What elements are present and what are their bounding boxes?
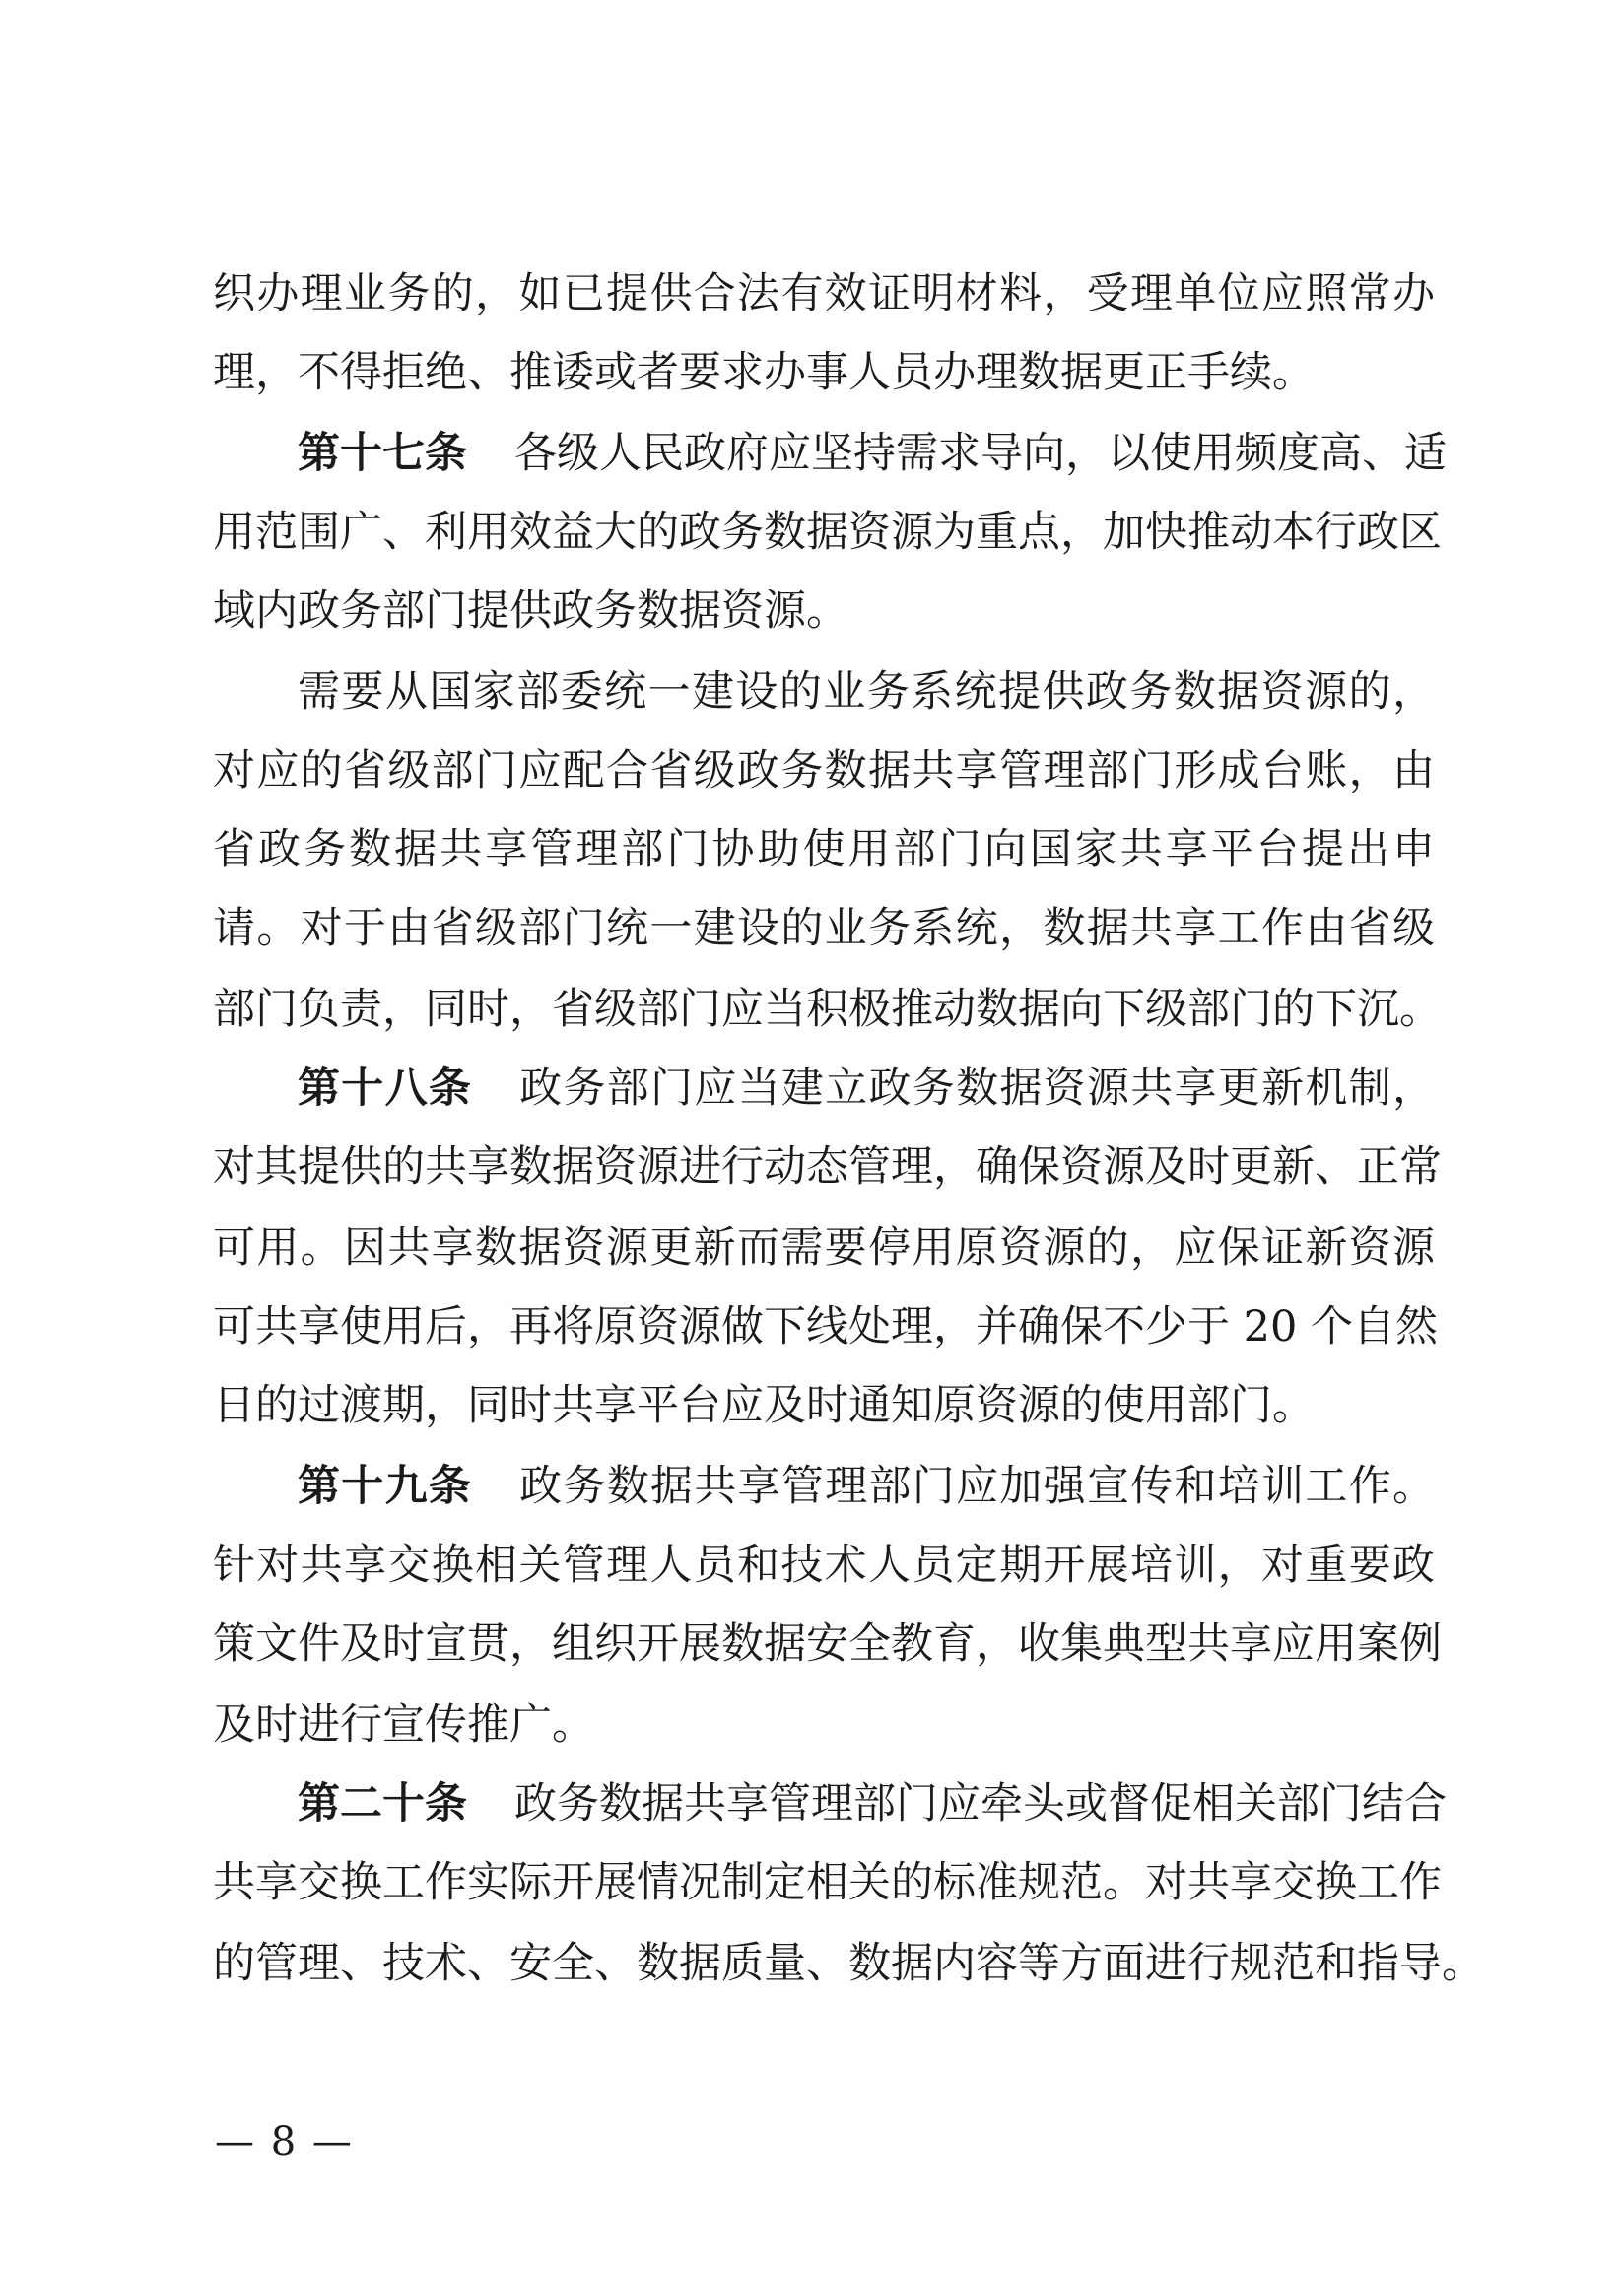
article-number: 第十七条 — [298, 429, 467, 478]
text-line: 政务部门应当建立政务数据资源共享更新机制， — [519, 1064, 1436, 1113]
article-20-first-line — [213, 1772, 1447, 1835]
text-line: 各级人民政府应坚持需求导向，以使用频度高、适 — [514, 429, 1447, 478]
article-19-first-line — [213, 1455, 1435, 1518]
article-number: 第十八条 — [298, 1064, 473, 1113]
text-line: 策文件及时宣贯，组织开展数据安全教育，收集典型共享应用案例 — [213, 1620, 1442, 1669]
text-line: 的管理、技术、安全、数据质量、数据内容等方面进行规范和指导。 — [213, 1939, 1484, 1988]
text-line: 对其提供的共享数据资源进行动态管理，确保资源及时更新、正常 — [213, 1142, 1442, 1192]
text-line: 织办理业务的，如已提供合法有效证明材料，受理单位应照常办 — [213, 269, 1435, 318]
text-line: 理，不得拒绝、推诿或者要求办事人员办理数据更正手续。 — [213, 348, 1315, 397]
text-line: 日的过渡期，同时共享平台应及时通知原资源的使用部门。 — [213, 1381, 1315, 1430]
text-line: 请。对于由省级部门统一建设的业务系统，数据共享工作由省级 — [213, 904, 1435, 953]
text-line: 用范围广、利用效益大的政务数据资源为重点，加快推动本行政区 — [213, 508, 1442, 557]
text-line: 可用。因共享数据资源更新而需要停用原资源的，应保证新资源 — [213, 1223, 1435, 1273]
text-line: 可共享使用后，再将原资源做下线处理，并确保不少于 20 个自然 — [213, 1302, 1439, 1351]
text-line: 部门负责，同时，省级部门应当积极推动数据向下级部门的下沉。 — [213, 985, 1442, 1034]
article-17-first-line — [213, 422, 1447, 485]
article-18-first-line — [213, 1057, 1435, 1120]
text-line: 对应的省级部门应配合省级政务数据共享管理部门形成台账，由 — [213, 746, 1435, 795]
text-line: 需要从国家部委统一建设的业务系统提供政务数据资源的， — [298, 667, 1435, 717]
text-line: 政务数据共享管理部门应加强宣传和培训工作。 — [519, 1462, 1436, 1511]
text-line: 省政务数据共享管理部门协助使用部门向国家共享平台提出申 — [213, 825, 1435, 874]
article-number: 第二十条 — [298, 1779, 467, 1828]
text-line: 政务数据共享管理部门应牵头或督促相关部门结合 — [514, 1779, 1447, 1828]
article-number: 第十九条 — [298, 1462, 473, 1511]
text-line: 共享交换工作实际开展情况制定相关的标准规范。对共享交换工作 — [213, 1858, 1442, 1907]
text-line: 针对共享交换相关管理人员和技术人员定期开展培训，对重要政 — [213, 1541, 1435, 1590]
page-number: — 8 — — [215, 2119, 354, 2165]
text-line: 域内政务部门提供政务数据资源。 — [213, 586, 848, 636]
text-line: 及时进行宣传推广。 — [213, 1700, 594, 1750]
